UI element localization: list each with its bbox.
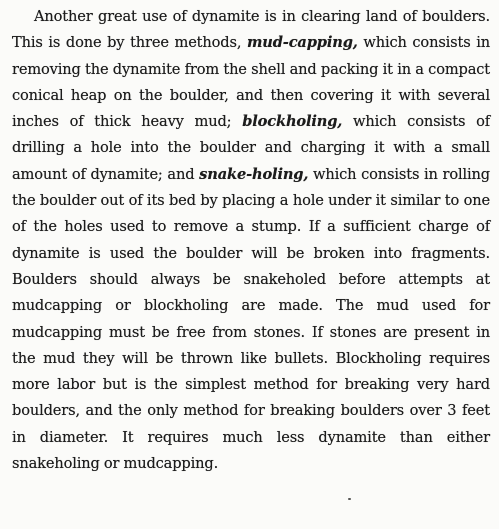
body-paragraph — [12, 4, 490, 477]
text-run: which consists in removing the dynamite from the shell and packing it in a compact conical heap on the boulder, and then covering it with several inches of thick heavy mud; — [12, 34, 491, 131]
text-run: which consists of drilling a hole into the boulder and charging it with a small amount of dynamite; and — [12, 113, 490, 183]
term-blockholing: blockholing, — [242, 113, 343, 131]
print-speck — [348, 498, 351, 500]
text-run: which consists in rolling the boulder out of its bed by placing a hole under it similar to one of the holes used to remove a stump. If a sufficient charge of dynamite is used the boulder will be broken into fragments. Boulders should always be snakeholed before attempts at mudcapping or blockholing are made. The mud used for mudcapping must be free from stones. If stones are present in the mud they will be thrown like bullets. Blockholing requires more labor but is the simplest method for breaking very hard boulders, and the only method for breaking boulders over 3 feet in diameter. It requires much less dynamite than either snakeholing or mudcapping. — [12, 165, 490, 473]
text-run: Another great use of dynamite is in clearing land of boulders. This is done by three methods, — [12, 8, 490, 52]
term-mudcapping: mud-capping, — [246, 34, 358, 52]
term-snakeholing: snake-holing, — [199, 165, 309, 183]
